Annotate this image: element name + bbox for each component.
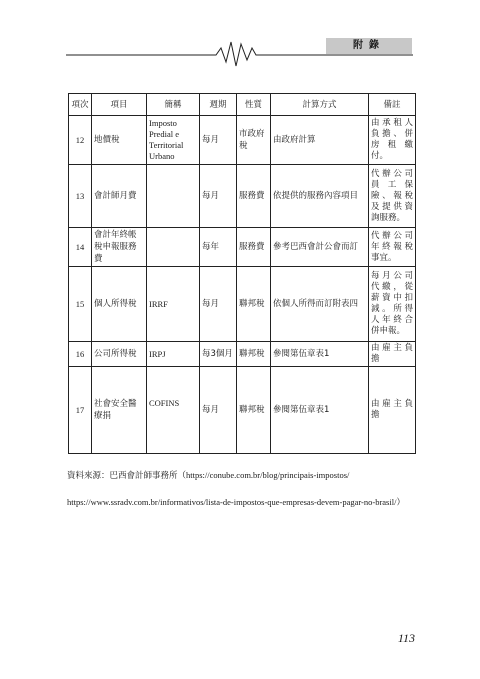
row-no: 15	[69, 267, 92, 342]
source-url-1: https://conube.com.br/blog/principais-impostos/	[186, 470, 350, 480]
row-note: 代辦公司員工保險、報稅及提供資詢服務。	[369, 165, 416, 228]
row-note: 代辦公司年終報稅事宜。	[369, 228, 416, 267]
source-url-2: https://www.ssradv.com.br/informativos/lista-de-impostos-que-empresas-devem-pagar-no-brasil/	[67, 497, 397, 507]
source-suffix: ）	[396, 498, 405, 508]
header-item: 項目	[92, 94, 147, 116]
row-nature: 聯邦稅	[237, 342, 271, 367]
header-no: 項次	[69, 94, 92, 116]
header-cycle: 週期	[200, 94, 237, 116]
row-method: 參閱第伍章表1	[271, 367, 369, 454]
row-method: 依個人所得而訂附表四	[271, 267, 369, 342]
section-label: 附錄	[326, 38, 412, 54]
row-note: 由雇主負擔	[369, 342, 416, 367]
row-abbr: Imposto Predial e Territorial Urbano	[147, 116, 200, 165]
row-cycle: 每月	[200, 367, 237, 454]
header-note: 備註	[369, 94, 416, 116]
row-cycle: 每月	[200, 267, 237, 342]
page-number: 113	[397, 631, 415, 645]
table-row	[69, 342, 416, 367]
row-abbr: IRRF	[147, 267, 200, 342]
table-header-row	[69, 94, 416, 116]
row-nature: 服務費	[237, 165, 271, 228]
row-note: 每月公司代繳，從薪資中扣減。所得人年終合併申報。	[369, 267, 416, 342]
tax-table	[68, 93, 416, 454]
row-abbr	[147, 228, 200, 267]
row-note: 由雇主負擔	[369, 367, 416, 454]
row-method: 參考巴西會計公會而訂	[271, 228, 369, 267]
header-method: 計算方式	[271, 94, 369, 116]
row-cycle: 每年	[200, 228, 237, 267]
row-item: 個人所得稅	[92, 267, 147, 342]
table-row	[69, 267, 416, 342]
table-row	[69, 116, 416, 165]
row-abbr: COFINS	[147, 367, 200, 454]
table-row	[69, 228, 416, 267]
row-cycle: 每月	[200, 116, 237, 165]
row-method: 依提供的服務內容項目	[271, 165, 369, 228]
row-cycle: 每3個月	[200, 342, 237, 367]
row-abbr	[147, 165, 200, 228]
source-prefix: 資料來源：巴西會計師事務所（	[67, 471, 187, 481]
header-nature: 性質	[237, 94, 271, 116]
row-no: 14	[69, 228, 92, 267]
row-item: 社會安全醫療捐	[92, 367, 147, 454]
row-nature: 聯邦稅	[237, 267, 271, 342]
row-abbr: IRPJ	[147, 342, 200, 367]
row-nature: 市政府稅	[237, 116, 271, 165]
row-nature: 服務費	[237, 228, 271, 267]
row-no: 13	[69, 165, 92, 228]
row-no: 16	[69, 342, 92, 367]
table-row	[69, 367, 416, 454]
row-item: 地價稅	[92, 116, 147, 165]
source-note	[67, 462, 417, 516]
row-nature: 聯邦稅	[237, 367, 271, 454]
row-item: 會計師月費	[92, 165, 147, 228]
header-abbr: 簡稱	[147, 94, 200, 116]
row-item: 會計年終帳稅申報服務費	[92, 228, 147, 267]
row-cycle: 每月	[200, 165, 237, 228]
row-method: 由政府計算	[271, 116, 369, 165]
table-row	[69, 165, 416, 228]
row-no: 17	[69, 367, 92, 454]
row-no: 12	[69, 116, 92, 165]
row-note: 由承租人負擔、併房租繳付。	[369, 116, 416, 165]
row-item: 公司所得稅	[92, 342, 147, 367]
row-method: 參閱第伍章表1	[271, 342, 369, 367]
